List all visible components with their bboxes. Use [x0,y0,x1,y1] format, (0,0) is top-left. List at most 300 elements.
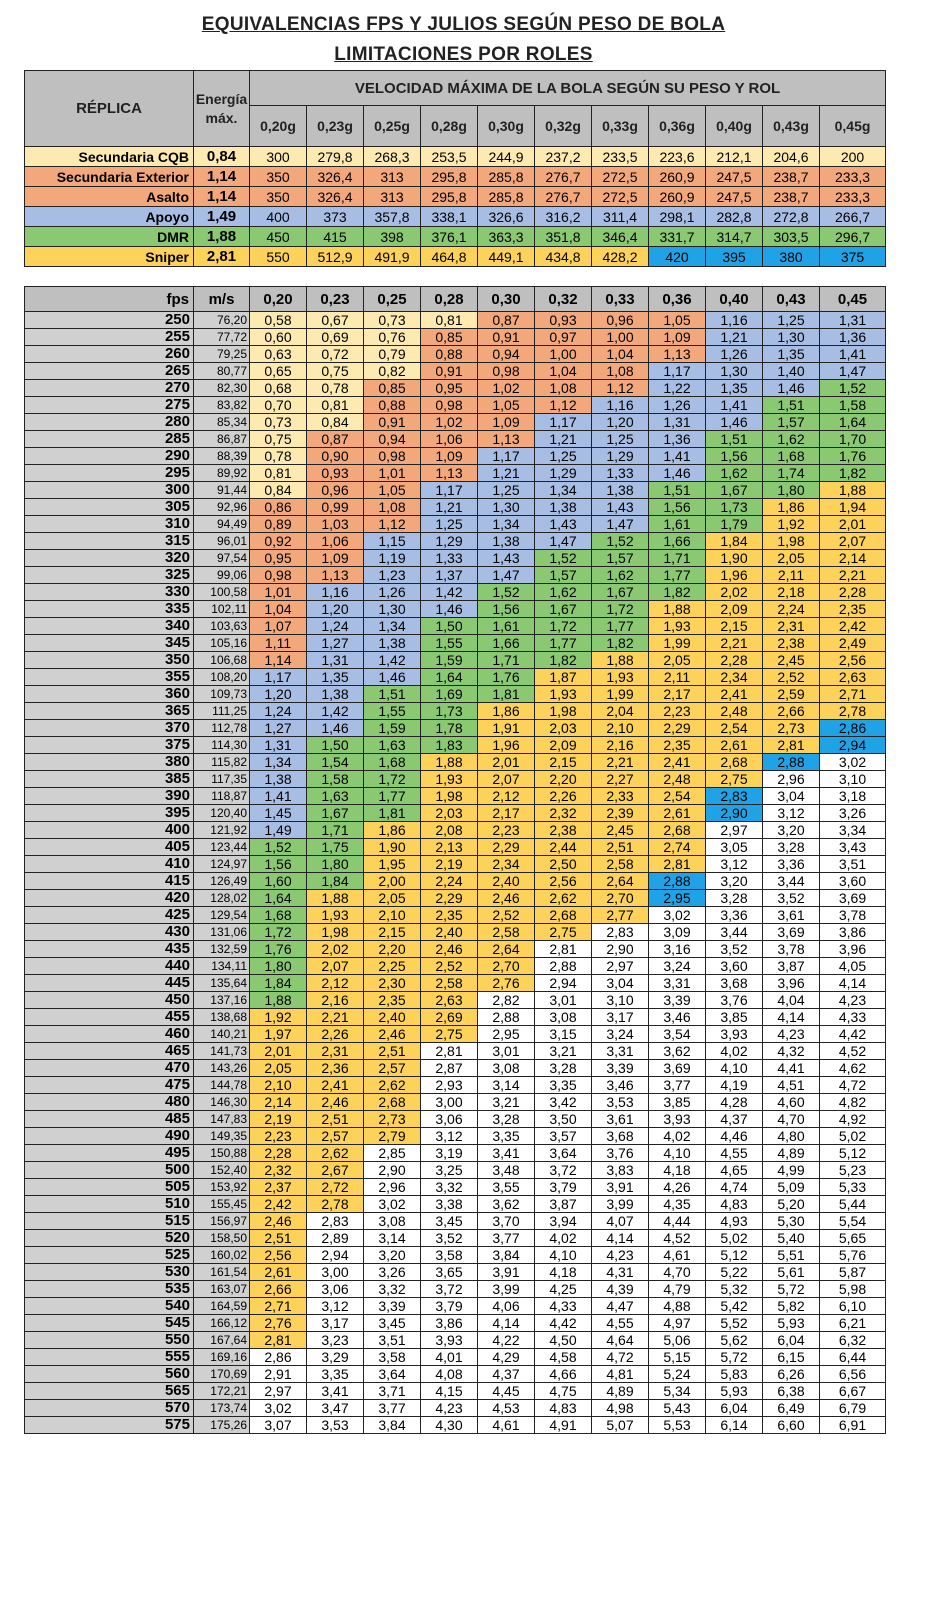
joule-cell: 3,83 [592,1162,649,1179]
joule-cell: 2,51 [307,1111,364,1128]
fps-cell: 405 [25,839,194,856]
role-row [25,147,886,167]
role-velocity: 272,5 [592,167,649,187]
joule-cell: 1,12 [535,397,592,414]
joule-cell: 2,13 [421,839,478,856]
table-row [25,771,886,788]
joule-cell: 2,58 [478,924,535,941]
joule-cell: 2,35 [820,601,886,618]
ms-cell: 89,92 [194,465,250,482]
joule-cell: 2,62 [307,1145,364,1162]
joule-cell: 4,93 [706,1213,763,1230]
joule-cell: 6,38 [763,1383,820,1400]
fps-cell: 400 [25,822,194,839]
joule-cell: 4,37 [478,1366,535,1383]
joule-cell: 2,58 [592,856,649,873]
joule-cell: 1,09 [649,329,706,346]
joule-cell: 2,23 [478,822,535,839]
joule-cell: 1,38 [307,686,364,703]
role-row [25,227,886,247]
ms-cell: 79,25 [194,346,250,363]
joule-cell: 1,67 [592,584,649,601]
joule-cell: 5,51 [763,1247,820,1264]
joule-cell: 4,19 [706,1077,763,1094]
ms-cell: 160,02 [194,1247,250,1264]
role-name: DMR [25,227,194,247]
joule-cell: 1,76 [250,941,307,958]
joule-cell: 1,43 [535,516,592,533]
joule-cell: 1,64 [421,669,478,686]
ms-cell: 85,34 [194,414,250,431]
joule-cell: 4,70 [763,1111,820,1128]
joule-cell: 1,88 [250,992,307,1009]
table-row [25,805,886,822]
joule-cell: 1,68 [364,754,421,771]
ms-cell: 138,68 [194,1009,250,1026]
joule-cell: 4,66 [535,1366,592,1383]
joule-cell: 2,67 [307,1162,364,1179]
joule-cell: 2,95 [649,890,706,907]
joule-cell: 3,20 [763,822,820,839]
joule-cell: 0,81 [307,397,364,414]
joule-cell: 5,34 [649,1383,706,1400]
joule-cell: 1,50 [421,618,478,635]
joule-cell: 3,29 [307,1349,364,1366]
joule-cell: 1,17 [478,448,535,465]
joule-cell: 1,46 [421,601,478,618]
table-row [25,1111,886,1128]
ms-cell: 153,92 [194,1179,250,1196]
joule-cell: 6,67 [820,1383,886,1400]
joule-cell: 2,70 [478,958,535,975]
joule-cell: 1,34 [250,754,307,771]
joule-cell: 6,79 [820,1400,886,1417]
joule-cell: 2,51 [592,839,649,856]
table-row [25,941,886,958]
fps-cell: 535 [25,1281,194,1298]
table-row [25,380,886,397]
page-title: EQUIVALENCIAS FPS Y JULIOS SEGÚN PESO DE BOLA [201,14,726,35]
role-velocity: 244,9 [478,147,535,167]
joule-cell: 1,58 [820,397,886,414]
joule-cell: 1,75 [307,839,364,856]
weight-header: 0,43 [763,287,820,312]
joule-cell: 0,75 [307,363,364,380]
table-row [25,499,886,516]
joule-cell: 3,15 [535,1026,592,1043]
joule-cell: 1,38 [478,533,535,550]
joule-cell: 4,02 [649,1128,706,1145]
fps-cell: 465 [25,1043,194,1060]
role-velocity: 247,5 [706,167,763,187]
joule-cell: 0,58 [250,312,307,329]
joule-cell: 2,03 [535,720,592,737]
joule-cell: 3,87 [535,1196,592,1213]
joule-cell: 1,94 [820,499,886,516]
joule-cell: 3,45 [364,1315,421,1332]
joule-cell: 2,94 [820,737,886,754]
joule-cell: 2,50 [535,856,592,873]
joule-cell: 1,84 [706,533,763,550]
joule-cell: 2,81 [649,856,706,873]
table-row [25,1349,886,1366]
joule-cell: 1,90 [364,839,421,856]
role-velocity: 350 [250,167,307,187]
fps-cell: 370 [25,720,194,737]
joule-cell: 1,99 [649,635,706,652]
ms-cell: 150,88 [194,1145,250,1162]
joule-cell: 3,16 [649,941,706,958]
joule-cell: 4,55 [706,1145,763,1162]
joule-cell: 2,12 [478,788,535,805]
joule-cell: 3,78 [763,941,820,958]
joule-cell: 3,85 [706,1009,763,1026]
joule-cell: 4,42 [535,1315,592,1332]
fps-cell: 415 [25,873,194,890]
joule-cell: 1,88 [820,482,886,499]
ms-cell: 147,83 [194,1111,250,1128]
joule-cell: 1,20 [307,601,364,618]
joule-cell: 2,78 [820,703,886,720]
joule-cell: 4,02 [535,1230,592,1247]
joule-cell: 1,13 [649,346,706,363]
joule-cell: 3,06 [307,1281,364,1298]
joule-cell: 1,42 [364,652,421,669]
joule-cell: 3,32 [421,1179,478,1196]
table-row [25,1281,886,1298]
joule-cell: 1,56 [706,448,763,465]
joule-cell: 3,09 [649,924,706,941]
joule-cell: 3,52 [706,941,763,958]
joule-cell: 2,46 [421,941,478,958]
role-velocity: 313 [364,187,421,207]
joule-cell: 0,82 [364,363,421,380]
weight-header: 0,45 [820,287,886,312]
joule-cell: 1,29 [592,448,649,465]
joule-cell: 1,00 [535,346,592,363]
role-velocity: 311,4 [592,207,649,227]
joule-cell: 3,42 [535,1094,592,1111]
joule-cell: 3,20 [706,873,763,890]
joule-cell: 1,62 [592,567,649,584]
joule-cell: 1,17 [535,414,592,431]
joule-cell: 1,59 [364,720,421,737]
joule-cell: 4,70 [649,1264,706,1281]
joule-cell: 3,86 [421,1315,478,1332]
joule-cell: 0,73 [250,414,307,431]
joule-cell: 3,62 [649,1043,706,1060]
joule-cell: 3,60 [706,958,763,975]
joule-cell: 3,31 [649,975,706,992]
joule-cell: 3,62 [478,1196,535,1213]
joule-cell: 3,61 [763,907,820,924]
table-row [25,1213,886,1230]
joule-cell: 4,53 [478,1400,535,1417]
joule-cell: 2,78 [307,1196,364,1213]
joule-cell: 3,72 [535,1162,592,1179]
joule-cell: 2,97 [706,822,763,839]
role-velocity: 491,9 [364,247,421,267]
joule-cell: 4,51 [763,1077,820,1094]
joule-cell: 2,68 [535,907,592,924]
joule-cell: 5,43 [649,1400,706,1417]
joule-cell: 3,52 [421,1230,478,1247]
joule-cell: 1,26 [649,397,706,414]
joule-cell: 3,93 [649,1111,706,1128]
joule-cell: 2,49 [820,635,886,652]
joule-cell: 1,07 [250,618,307,635]
joule-cell: 1,82 [820,465,886,482]
weight-header: 0,33g [592,106,649,147]
fps-cell: 540 [25,1298,194,1315]
joule-cell: 4,61 [478,1417,535,1434]
joule-cell: 2,05 [649,652,706,669]
fps-cell: 295 [25,465,194,482]
fps-cell: 425 [25,907,194,924]
joule-cell: 1,05 [364,482,421,499]
joule-cell: 0,84 [307,414,364,431]
joule-cell: 2,32 [535,805,592,822]
joule-cell: 4,06 [478,1298,535,1315]
joule-cell: 1,68 [250,907,307,924]
role-velocity: 268,3 [364,147,421,167]
joule-cell: 2,11 [763,567,820,584]
joule-cell: 0,79 [364,346,421,363]
joule-cell: 4,46 [706,1128,763,1145]
joule-cell: 2,45 [592,822,649,839]
joule-cell: 3,19 [421,1145,478,1162]
table-row [25,482,886,499]
ms-cell: 152,40 [194,1162,250,1179]
weight-header: 0,32 [535,287,592,312]
ms-cell: 156,97 [194,1213,250,1230]
joule-cell: 3,93 [421,1332,478,1349]
joule-cell: 0,85 [421,329,478,346]
joule-cell: 2,71 [250,1298,307,1315]
joule-cell: 1,88 [421,754,478,771]
joule-cell: 3,39 [364,1298,421,1315]
joule-cell: 4,92 [820,1111,886,1128]
joule-cell: 2,00 [364,873,421,890]
table-row [25,363,886,380]
joule-cell: 2,83 [307,1213,364,1230]
role-velocity: 238,7 [763,187,820,207]
role-velocity: 247,5 [706,187,763,207]
fps-cell: 475 [25,1077,194,1094]
velocity-header: VELOCIDAD MÁXIMA DE LA BOLA SEGÚN SU PESO Y ROL [250,71,886,106]
conversion-table [24,286,886,1434]
joule-cell: 4,33 [820,1009,886,1026]
joule-cell: 3,72 [421,1281,478,1298]
joule-cell: 1,71 [478,652,535,669]
joule-cell: 2,52 [763,669,820,686]
joule-cell: 3,77 [649,1077,706,1094]
joule-cell: 1,76 [820,448,886,465]
role-velocity: 200 [820,147,886,167]
fps-cell: 330 [25,584,194,601]
joule-cell: 2,32 [250,1162,307,1179]
fps-cell: 300 [25,482,194,499]
joule-cell: 1,46 [307,720,364,737]
joule-cell: 2,63 [421,992,478,1009]
joule-cell: 1,35 [706,380,763,397]
joule-cell: 1,30 [364,601,421,618]
joule-cell: 3,08 [535,1009,592,1026]
joule-cell: 0,92 [250,533,307,550]
joule-cell: 1,43 [478,550,535,567]
joule-cell: 2,21 [307,1009,364,1026]
role-velocity: 428,2 [592,247,649,267]
joule-cell: 2,46 [364,1026,421,1043]
joule-cell: 4,26 [649,1179,706,1196]
joule-cell: 1,21 [535,431,592,448]
joule-cell: 3,45 [421,1213,478,1230]
fps-cell: 490 [25,1128,194,1145]
joule-cell: 3,51 [820,856,886,873]
ms-cell: 175,26 [194,1417,250,1434]
ms-cell: 143,26 [194,1060,250,1077]
table-row [25,1128,886,1145]
table-row [25,465,886,482]
role-velocity: 233,5 [592,147,649,167]
joule-cell: 1,72 [250,924,307,941]
role-velocity: 326,4 [307,187,364,207]
ms-cell: 134,11 [194,958,250,975]
joule-cell: 1,06 [421,431,478,448]
joule-cell: 3,69 [820,890,886,907]
ms-cell: 158,50 [194,1230,250,1247]
joule-cell: 3,99 [592,1196,649,1213]
joule-cell: 4,23 [421,1400,478,1417]
joule-cell: 2,90 [364,1162,421,1179]
joule-cell: 2,23 [649,703,706,720]
joule-cell: 1,70 [820,431,886,448]
joule-cell: 1,98 [307,924,364,941]
role-velocity: 314,7 [706,227,763,247]
joule-cell: 3,00 [421,1094,478,1111]
joule-cell: 1,17 [649,363,706,380]
joule-cell: 1,20 [250,686,307,703]
fps-cell: 265 [25,363,194,380]
joule-cell: 2,63 [820,669,886,686]
joule-cell: 1,88 [592,652,649,669]
fps-cell: 525 [25,1247,194,1264]
fps-cell: 260 [25,346,194,363]
joule-cell: 1,69 [421,686,478,703]
joule-cell: 2,08 [421,822,478,839]
joule-cell: 5,30 [763,1213,820,1230]
joule-cell: 2,77 [592,907,649,924]
role-velocity: 282,8 [706,207,763,227]
joule-cell: 3,23 [307,1332,364,1349]
joule-cell: 2,05 [250,1060,307,1077]
role-velocity: 298,1 [649,207,706,227]
joule-cell: 2,81 [535,941,592,958]
ms-cell: 80,77 [194,363,250,380]
joule-cell: 4,08 [421,1366,478,1383]
joule-cell: 1,51 [364,686,421,703]
joule-cell: 3,69 [763,924,820,941]
joule-cell: 3,48 [478,1162,535,1179]
joule-cell: 5,02 [820,1128,886,1145]
ms-cell: 155,45 [194,1196,250,1213]
joule-cell: 1,16 [592,397,649,414]
table-row [25,669,886,686]
joule-cell: 2,37 [250,1179,307,1196]
joule-cell: 2,94 [535,975,592,992]
joule-cell: 2,85 [364,1145,421,1162]
joule-cell: 2,40 [421,924,478,941]
joule-cell: 4,72 [820,1077,886,1094]
joule-cell: 1,14 [250,652,307,669]
joule-cell: 4,91 [535,1417,592,1434]
ms-header: m/s [194,287,250,312]
joule-cell: 4,14 [592,1230,649,1247]
joule-cell: 1,21 [478,465,535,482]
role-velocity: 450 [250,227,307,247]
joule-cell: 3,96 [763,975,820,992]
joule-cell: 1,13 [478,431,535,448]
joule-cell: 4,30 [421,1417,478,1434]
joule-cell: 3,39 [649,992,706,1009]
joule-cell: 4,98 [592,1400,649,1417]
joule-cell: 1,25 [763,312,820,329]
joule-cell: 2,46 [478,890,535,907]
joule-cell: 3,79 [421,1298,478,1315]
role-velocity: 238,7 [763,167,820,187]
joule-cell: 1,37 [421,567,478,584]
joule-cell: 1,38 [364,635,421,652]
role-velocity: 266,7 [820,207,886,227]
joule-cell: 4,37 [706,1111,763,1128]
table-row [25,839,886,856]
role-row [25,187,886,207]
fps-header: fps [25,287,194,312]
joule-cell: 1,30 [478,499,535,516]
joule-cell: 1,66 [478,635,535,652]
joule-cell: 1,34 [364,618,421,635]
joule-cell: 3,44 [706,924,763,941]
joule-cell: 4,55 [592,1315,649,1332]
ms-cell: 164,59 [194,1298,250,1315]
joule-cell: 3,96 [820,941,886,958]
joule-cell: 1,80 [763,482,820,499]
joule-cell: 0,86 [250,499,307,516]
joule-cell: 2,64 [592,873,649,890]
ms-cell: 128,02 [194,890,250,907]
ms-cell: 144,78 [194,1077,250,1094]
joule-cell: 1,62 [706,465,763,482]
joule-cell: 4,41 [763,1060,820,1077]
joule-cell: 5,32 [706,1281,763,1298]
ms-cell: 99,06 [194,567,250,584]
joule-cell: 1,35 [307,669,364,686]
joule-cell: 3,25 [421,1162,478,1179]
table-row [25,1366,886,1383]
fps-cell: 500 [25,1162,194,1179]
joule-cell: 0,85 [364,380,421,397]
joule-cell: 2,01 [478,754,535,771]
replica-header: RÉPLICA [25,71,194,147]
role-velocity: 400 [250,207,307,227]
joule-cell: 2,81 [250,1332,307,1349]
joule-cell: 3,31 [592,1043,649,1060]
role-energy: 2,81 [194,247,250,267]
joule-cell: 3,57 [535,1128,592,1145]
joule-cell: 2,68 [706,754,763,771]
table-row [25,431,886,448]
joule-cell: 1,64 [820,414,886,431]
